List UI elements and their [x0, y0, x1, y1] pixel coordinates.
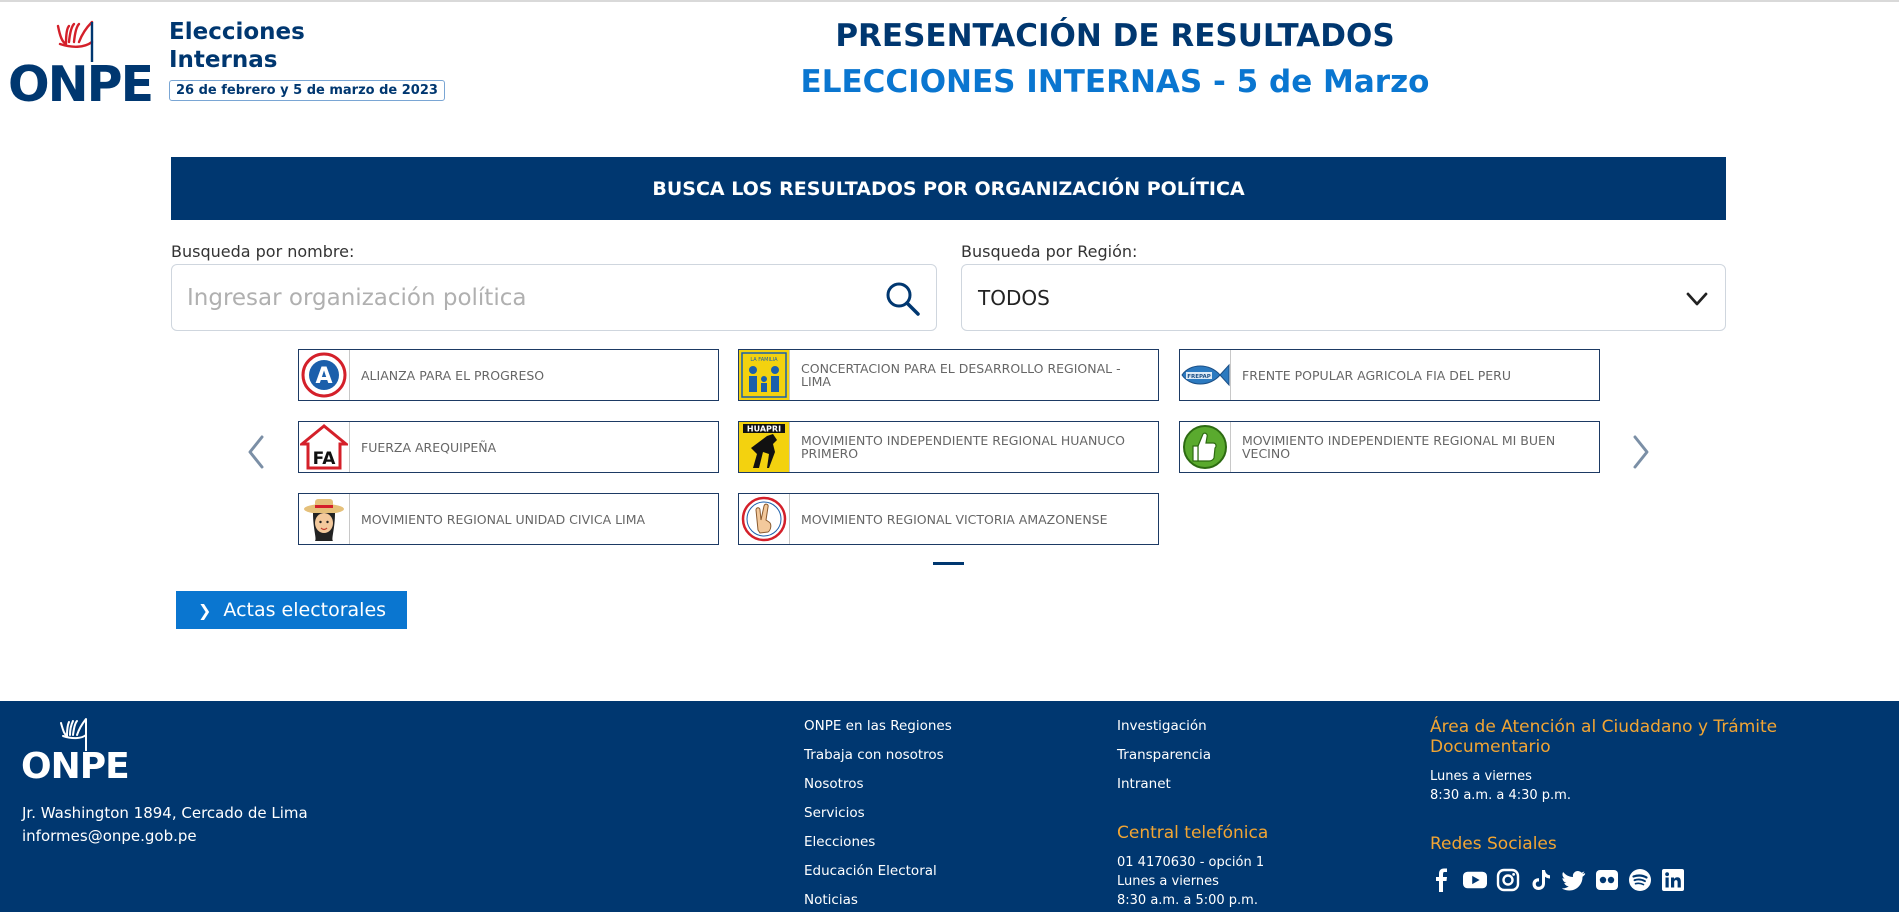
footer-link[interactable]: Trabaja con nosotros [804, 747, 944, 763]
victory-hand-logo-icon [739, 494, 790, 544]
instagram-icon[interactable] [1496, 868, 1520, 892]
svg-text:FREPAP: FREPAP [1187, 374, 1211, 380]
party-name: MOVIMIENTO REGIONAL VICTORIA AMAZONENSE [801, 511, 1108, 527]
linkedin-icon[interactable] [1661, 868, 1685, 892]
election-date-badge: 26 de febrero y 5 de marzo de 2023 [169, 80, 445, 101]
footer-logo-wordmark: ONPE [21, 746, 129, 787]
party-card[interactable] [298, 349, 719, 401]
carousel-prev-arrow[interactable] [241, 432, 271, 472]
flickr-icon[interactable] [1595, 868, 1619, 892]
thumb-logo-icon [1180, 422, 1231, 472]
party-card[interactable] [738, 421, 1159, 473]
footer-link[interactable]: Servicios [804, 805, 865, 821]
brand-title [169, 18, 419, 74]
footer-link[interactable]: Investigación [1117, 718, 1207, 734]
party-card[interactable] [738, 493, 1159, 545]
top-divider [0, 0, 1899, 2]
search-input[interactable] [187, 285, 867, 311]
phone-number: 01 4170630 - opción 1 [1117, 855, 1265, 870]
svg-text:FA: FA [312, 449, 336, 469]
attention-hours: 8:30 a.m. a 4:30 p.m. [1430, 788, 1571, 803]
footer-link[interactable]: Elecciones [804, 834, 876, 850]
party-card[interactable] [298, 493, 719, 545]
youtube-icon[interactable] [1463, 868, 1487, 892]
name-search-label: Busqueda por nombre: [171, 242, 355, 261]
footer-link[interactable]: Transparencia [1117, 747, 1212, 763]
attention-heading: Área de Atención al Ciudadano y Trámite Documentario [1430, 717, 1778, 757]
logo-wordmark: ONPE [8, 56, 153, 113]
party-card[interactable] [738, 349, 1159, 401]
party-name: MOVIMIENTO REGIONAL UNIDAD CIVICA LIMA [361, 511, 646, 527]
brand-title-line1: Elecciones [169, 19, 305, 45]
region-search-label: Busqueda por Región: [961, 242, 1138, 261]
party-name: ALIANZA PARA EL PROGRESO [361, 367, 545, 383]
footer-link[interactable]: Intranet [1117, 776, 1171, 792]
frepap-logo-icon [1180, 350, 1231, 400]
party-name: MOVIMIENTO INDEPENDIENTE REGIONAL HUANUCO PRIMERO [801, 433, 1126, 461]
name-search-field[interactable] [171, 264, 937, 331]
svg-text:LA FAMILIA: LA FAMILIA [750, 357, 778, 363]
party-name: CONCERTACION PARA EL DESARROLLO REGIONAL - LIMA [801, 361, 1121, 389]
footer-email[interactable]: informes@onpe.gob.pe [22, 827, 197, 845]
chevron-right-icon: ❯ [198, 600, 212, 620]
chevron-down-icon [1683, 285, 1711, 313]
svg-text:HUAPRI: HUAPRI [746, 424, 782, 434]
footer-onpe-logo[interactable] [21, 715, 141, 785]
footer-address: Jr. Washington 1894, Cercado de Lima [22, 804, 308, 822]
footer-contact [22, 802, 308, 848]
fa-logo-icon [299, 422, 350, 472]
tiktok-icon[interactable] [1529, 868, 1553, 892]
cdr-logo-icon [739, 350, 790, 400]
attention-info [1430, 767, 1571, 805]
actas-electorales-label: Actas electorales [223, 599, 387, 621]
page-subtitle: ELECCIONES INTERNAS - 5 de Marzo [800, 64, 1430, 100]
attention-days: Lunes a viernes [1430, 769, 1532, 784]
party-name: FRENTE POPULAR AGRICOLA FIA DEL PERU [1242, 367, 1512, 383]
footer-link[interactable]: Noticias [804, 892, 858, 908]
region-select[interactable] [961, 264, 1726, 331]
actas-electorales-button[interactable] [176, 591, 407, 629]
huapri-logo-icon [739, 422, 790, 472]
phone-hours: 8:30 a.m. a 5:00 p.m. [1117, 893, 1258, 908]
phone-days: Lunes a viernes [1117, 874, 1219, 889]
region-select-value: TODOS [978, 285, 1050, 310]
svg-text:A: A [315, 364, 333, 389]
onpe-logo[interactable] [8, 16, 153, 113]
phone-heading: Central telefónica [1117, 823, 1269, 843]
footer-link[interactable]: Nosotros [804, 776, 864, 792]
brand-title-line2: Internas [169, 47, 278, 73]
footer-link[interactable]: Educación Electoral [804, 863, 937, 879]
app-logo-icon [299, 350, 350, 400]
social-links [1430, 868, 1685, 892]
party-card[interactable] [298, 421, 719, 473]
carousel-page-indicator[interactable] [933, 562, 964, 565]
footer [0, 701, 1899, 912]
party-card[interactable] [1179, 421, 1600, 473]
party-card[interactable] [1179, 349, 1600, 401]
carousel-next-arrow[interactable] [1626, 432, 1656, 472]
party-name: FUERZA AREQUIPEÑA [361, 439, 497, 455]
page-title: PRESENTACIÓN DE RESULTADOS [835, 18, 1395, 54]
search-icon[interactable] [884, 280, 922, 318]
facebook-icon[interactable] [1430, 868, 1454, 892]
footer-link[interactable]: ONPE en las Regiones [804, 718, 952, 734]
girl-logo-icon [299, 494, 350, 544]
twitter-icon[interactable] [1562, 868, 1586, 892]
social-heading: Redes Sociales [1430, 834, 1557, 854]
party-name: MOVIMIENTO INDEPENDIENTE REGIONAL MI BUEN VECINO [1242, 433, 1556, 461]
phone-info [1117, 853, 1264, 910]
spotify-icon[interactable] [1628, 868, 1652, 892]
search-banner: BUSCA LOS RESULTADOS POR ORGANIZACIÓN POLÍTICA [171, 157, 1726, 220]
